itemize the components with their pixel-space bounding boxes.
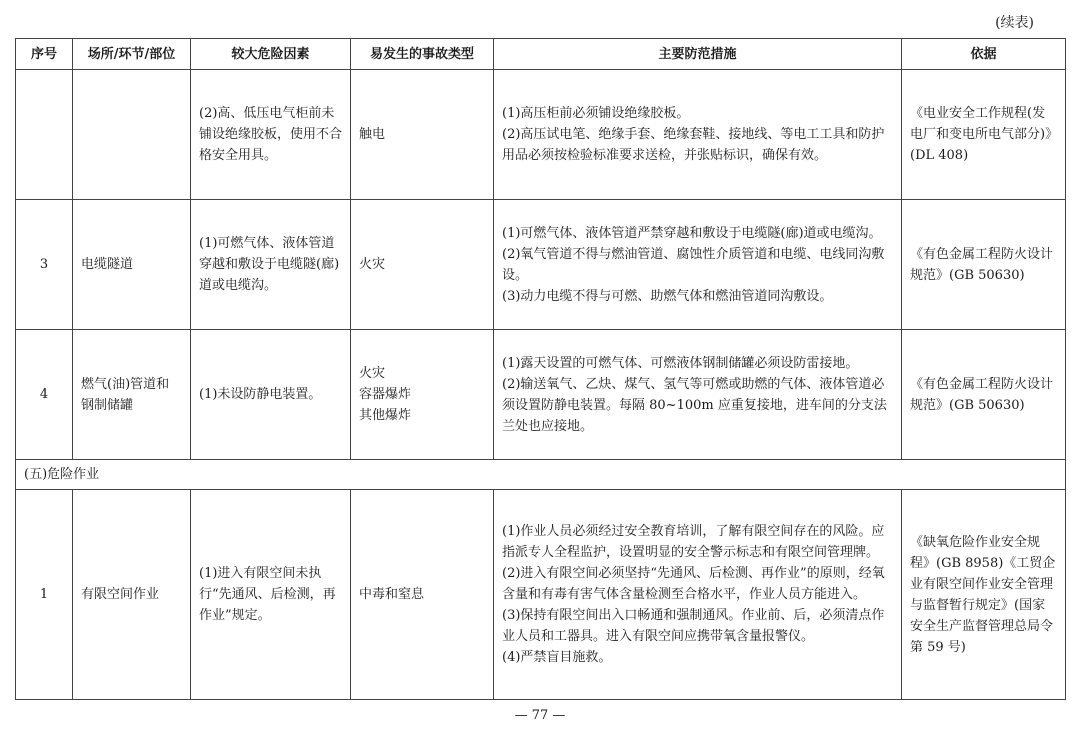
measure-item: (1)高压柜前必须铺设绝缘胶板。: [502, 106, 690, 121]
accident-type-item: 火灾: [359, 366, 386, 381]
header-risk: 较大危险因素: [191, 39, 351, 70]
row-risk: (1)未设防静电装置。: [191, 330, 351, 460]
row-place: 有限空间作业: [73, 490, 191, 700]
row-no: 4: [16, 330, 73, 460]
measure-item: (2)高压试电笔、绝缘手套、绝缘套鞋、接地线、等电工工具和防护用品必须按检验标准要求送检，并张贴标识，确保有效。: [502, 127, 885, 163]
row-accident-type: [351, 330, 494, 460]
row-risk: (1)进入有限空间未执行“先通风、后检测，再作业”规定。: [191, 490, 351, 700]
header-measures: 主要防范措施: [494, 39, 902, 70]
measure-item: (2)输送氧气、乙炔、煤气、氢气等可燃或助燃的气体、液体管道必须设置防静电装置。每隔 80~100m 应重复接地，进车间的分支法兰处也应接地。: [502, 376, 887, 434]
continued-label: (续表): [995, 15, 1034, 31]
accident-type-item: 触电: [359, 127, 386, 142]
row-basis: 《电业安全工作规程(发电厂和变电所电气部分)》(DL 408): [902, 70, 1066, 200]
row-no: 1: [16, 490, 73, 700]
row-place: 燃气(油)管道和钢制储罐: [73, 330, 191, 460]
row-measures: [494, 200, 902, 330]
accident-type-item: 中毒和窒息: [359, 587, 425, 602]
table-row: [16, 490, 1066, 700]
row-measures: [494, 330, 902, 460]
row-measures: [494, 490, 902, 700]
accident-type-item: 火灾: [359, 257, 386, 272]
page-number: — 77 —: [514, 708, 566, 723]
table-row: [16, 70, 1066, 200]
measure-item: (3)保持有限空间出入口畅通和强制通风。作业前、后，必须清点作业人员和工器具。进入有限空间应携带氧含量报警仪。: [502, 608, 885, 644]
measure-item: (1)作业人员必须经过安全教育培训，了解有限空间存在的风险。应指派专人全程监护，设置明显的安全警示标志和有限空间管理牌。: [502, 524, 885, 560]
header-no: 序号: [16, 39, 73, 70]
row-basis: 《缺氧危险作业安全规程》(GB 8958)《工贸企业有限空间作业安全管理与监督暂行规定》(国家安全生产监督管理总局令第 59 号): [902, 490, 1066, 700]
measure-item: (2)进入有限空间必须坚持“先通风、后检测、再作业”的原则，经氧含量和有毒有害气体含量检测至合格水平，作业人员方能进入。: [502, 566, 885, 602]
measure-item: (1)露天设置的可燃气体、可燃液体钢制储罐必须设防雷接地。: [502, 355, 859, 371]
row-basis: 《有色金属工程防火设计规范》(GB 50630): [902, 330, 1066, 460]
row-risk: (1)可燃气体、液体管道穿越和敷设于电缆隧(廊)道或电缆沟。: [191, 200, 351, 330]
header-accident-type: 易发生的事故类型: [351, 39, 494, 70]
row-accident-type: [351, 490, 494, 700]
row-no: 3: [16, 200, 73, 330]
row-no: [16, 70, 73, 200]
measure-item: (2)氧气管道不得与燃油管道、腐蚀性介质管道和电缆、电线同沟敷设。: [502, 246, 885, 283]
measure-item: (3)动力电缆不得与可燃、助燃气体和燃油管道同沟敷设。: [502, 288, 833, 304]
section-title: (五)危险作业: [16, 460, 1066, 490]
table-row: [16, 330, 1066, 460]
accident-type-item: 容器爆炸: [359, 387, 412, 402]
header-place: 场所/环节/部位: [73, 39, 191, 70]
accident-type-item: 其他爆炸: [359, 408, 412, 423]
row-risk: (2)高、低压电气柜前未铺设绝缘胶板，使用不合格安全用具。: [191, 70, 351, 200]
table-header-row: [16, 39, 1066, 70]
table-row: [16, 200, 1066, 330]
row-place: [73, 70, 191, 200]
measure-item: (4)严禁盲目施救。: [502, 650, 612, 665]
section-row: [16, 460, 1066, 490]
row-measures: [494, 70, 902, 200]
measure-item: (1)可燃气体、液体管道严禁穿越和敷设于电缆隧(廊)道或电缆沟。: [502, 225, 882, 241]
hazard-table: [15, 38, 1066, 700]
row-accident-type: [351, 200, 494, 330]
header-basis: 依据: [902, 39, 1066, 70]
row-place: 电缆隧道: [73, 200, 191, 330]
row-basis: 《有色金属工程防火设计规范》(GB 50630): [902, 200, 1066, 330]
row-accident-type: [351, 70, 494, 200]
